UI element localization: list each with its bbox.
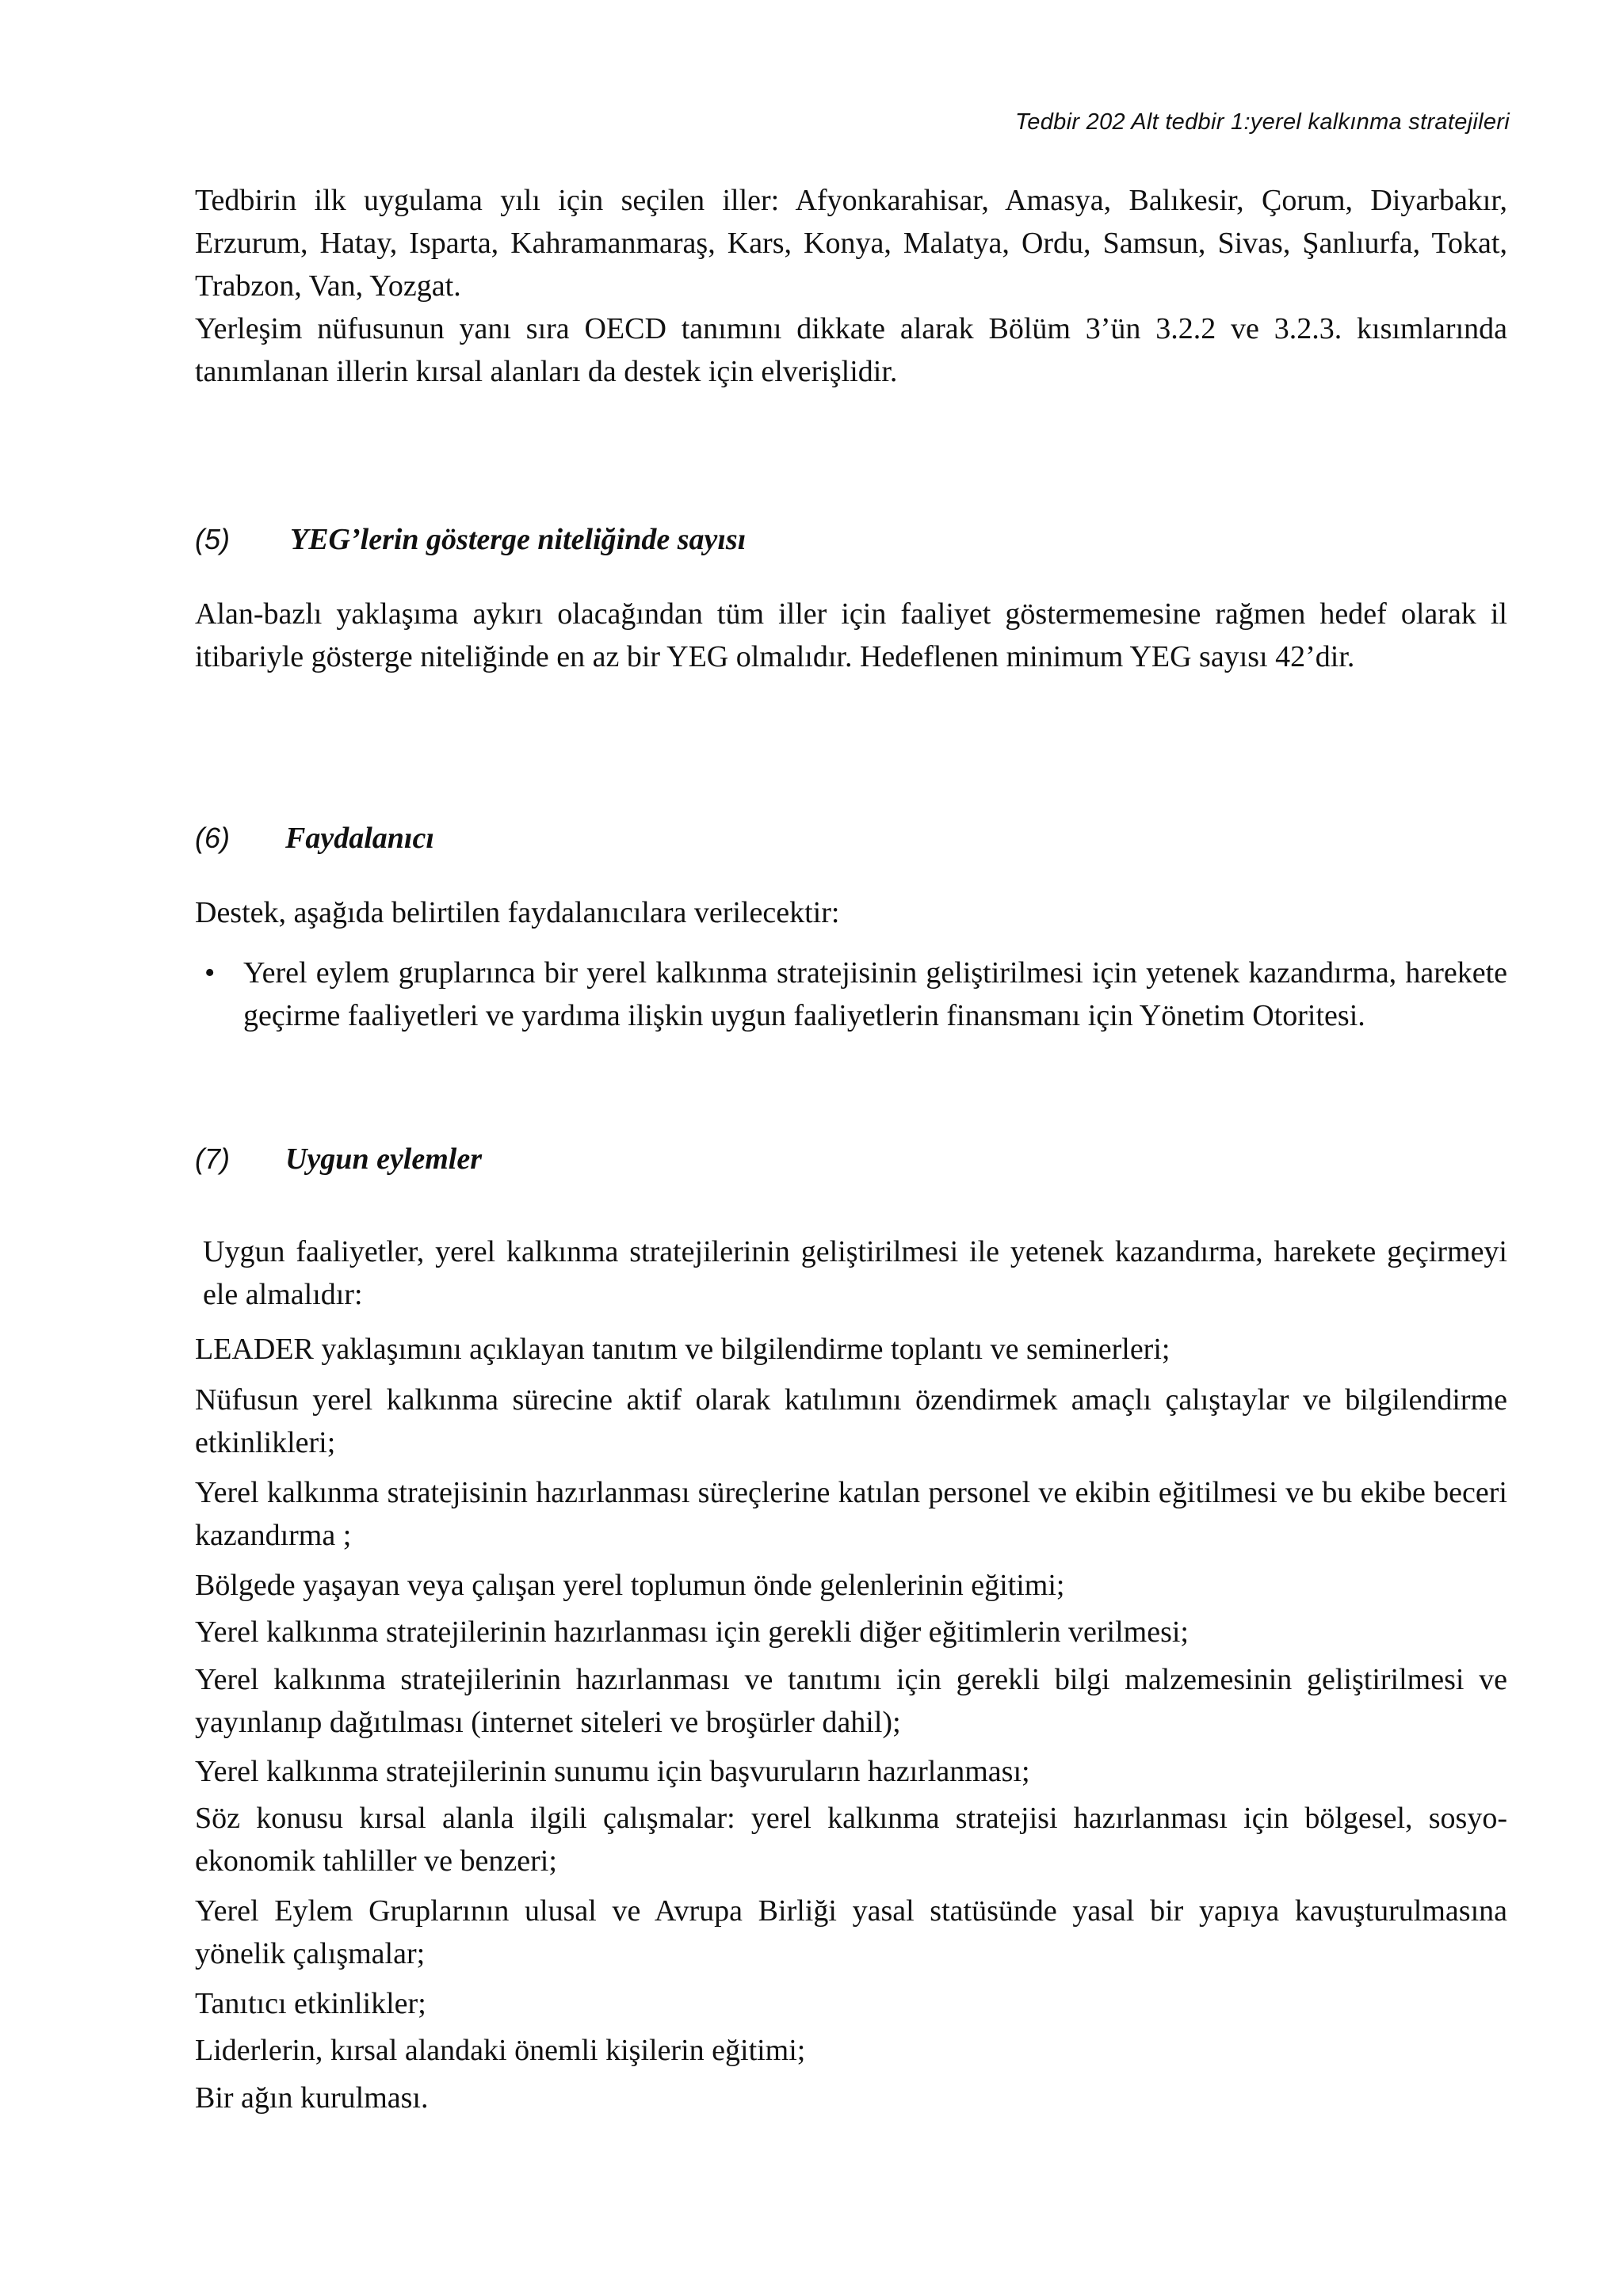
bullet-icon: • xyxy=(204,956,216,990)
section-6-bullet-item xyxy=(195,952,1507,1037)
intro-paragraph-oecd: Yerleşim nüfusunun yanı sıra OECD tanımını dikkate alarak Bölüm 3’ün 3.2.2 ve 3.2.3. kısımlarında tanımlanan illerin kırsal alanları da destek için elverişlidir. xyxy=(195,312,1507,388)
list-item: Söz konusu kırsal alanla ilgili çalışmalar: yerel kalkınma stratejisi hazırlanması için bölgesel, sosyo-ekonomik tahliller ve benzeri; xyxy=(195,1802,1507,1878)
list-item: Nüfusun yerel kalkınma sürecine aktif olarak katılımını özendirmek amaçlı çalıştaylar ve bilgilendirme etkinlikleri; xyxy=(195,1383,1507,1459)
list-item: Yerel kalkınma stratejisinin hazırlanması süreçlerine katılan personel ve ekibin eğitilmesi ve bu ekibe beceri kazandırma ; xyxy=(195,1476,1507,1552)
section-7-number: (7) xyxy=(195,1142,230,1175)
section-5-heading xyxy=(195,518,746,561)
section-5-title: YEG’lerin gösterge niteliğinde sayısı xyxy=(290,523,747,556)
section-7-heading xyxy=(195,1138,482,1180)
list-item: Yerel Eylem Gruplarının ulusal ve Avrupa Birliği yasal statüsünde yasal bir yapıya kavuşturulmasına yönelik çalışmalar; xyxy=(195,1894,1507,1970)
list-item: Yerel kalkınma stratejilerinin sunumu için başvuruların hazırlanması; xyxy=(195,1755,1030,1788)
section-5-number: (5) xyxy=(195,523,230,555)
section-7-title: Uygun eylemler xyxy=(285,1142,483,1176)
intro-paragraph-provinces: Tedbirin ilk uygulama yılı için seçilen iller: Afyonkarahisar, Amasya, Balıkesir, Çorum, Diyarbakır, Erzurum, Hatay, Isparta, Kahramanmaraş, Kars, Konya, Malatya, Ordu, Samsun, Sivas, Şanlıurfa, Tokat, Trabzon, Van, Yozgat. xyxy=(195,184,1507,303)
section-6-heading xyxy=(195,817,434,860)
list-item: Yerel kalkınma stratejilerinin hazırlanması için gerekli diğer eğitimlerin verilmesi; xyxy=(195,1615,1189,1649)
section-6-intro: Destek, aşağıda belirtilen faydalanıcılara verilecektir: xyxy=(195,896,840,929)
running-header: Tedbir 202 Alt tedbir 1:yerel kalkınma stratejileri xyxy=(1014,109,1510,135)
list-item: Liderlerin, kırsal alandaki önemli kişilerin eğitimi; xyxy=(195,2034,806,2067)
section-7-intro: Uygun faaliyetler, yerel kalkınma stratejilerinin geliştirilmesi ile yetenek kazandırma, harekete geçirmeyi ele almalıdır: xyxy=(203,1235,1507,1311)
section-5-body: Alan-bazlı yaklaşıma aykırı olacağından tüm iller için faaliyet göstermemesine rağmen hedef olarak il itibariyle gösterge niteliğinde en az bir YEG olmalıdır. Hedeflenen minimum YEG sayısı 42’dir. xyxy=(195,597,1507,673)
list-item: LEADER yaklaşımını açıklayan tanıtım ve bilgilendirme toplantı ve seminerleri; xyxy=(195,1333,1170,1366)
list-item: Bölgede yaşayan veya çalışan yerel toplumun önde gelenlerinin eğitimi; xyxy=(195,1569,1065,1602)
list-item: Tanıtıcı etkinlikler; xyxy=(195,1987,426,2020)
list-item: Yerel kalkınma stratejilerinin hazırlanması ve tanıtımı için gerekli bilgi malzemesinin geliştirilmesi ve yayınlanıp dağıtılması (internet siteleri ve broşürler dahil); xyxy=(195,1663,1507,1739)
section-6-number: (6) xyxy=(195,822,230,854)
section-6-title: Faydalanıcı xyxy=(285,822,434,855)
list-item: Bir ağın kurulması. xyxy=(195,2081,429,2115)
section-6-bullet-text: Yerel eylem gruplarınca bir yerel kalkınma stratejisinin geliştirilmesi için yetenek kazandırma, harekete geçirme faaliyetleri ve yardıma ilişkin uygun faaliyetlerin finansmanı için Yönetim Otoritesi. xyxy=(243,956,1507,1032)
